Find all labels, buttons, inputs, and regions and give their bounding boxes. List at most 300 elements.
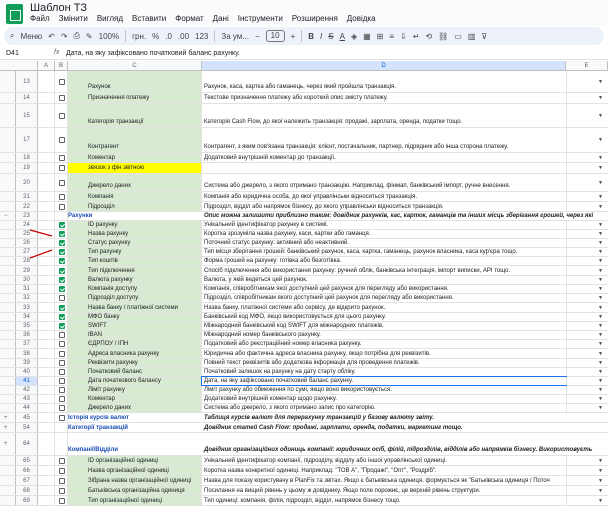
cell-d[interactable]: Система або джерело, з якого отримано запис про категорію. [204,405,376,411]
dropdown-arrow-icon[interactable]: ▼ [598,240,603,246]
checkbox[interactable] [59,277,65,283]
cell-a[interactable] [38,368,55,376]
font-size-increase-button[interactable]: + [290,31,296,41]
cell-d[interactable]: Назва для показу користувачу в PlanFix та звітах. Якщо є батьківська одиниця, формується як "Батьківська одиниця / Поточ [204,477,550,484]
cell-d[interactable]: Підрозділ, співробітникам якого доступний цей рахунок для перегляду або використання. [204,295,454,301]
row-number[interactable]: 18 [16,153,38,162]
percent-button[interactable]: % [152,31,160,41]
row-number[interactable]: 25 [16,230,38,238]
cell-c[interactable]: Джерело даних [68,404,202,412]
cell-a[interactable] [38,153,55,162]
cell-c[interactable]: Назва рахунку [68,230,202,238]
row-number[interactable]: 41 [16,377,38,385]
cell-c[interactable]: Категорія транзакції [68,104,202,127]
checkbox[interactable] [59,222,65,228]
cell-b[interactable] [55,212,68,220]
cell-d[interactable]: Опис можна залишити приблизно таким: довідник рахунків, кас, карток, гаманців та інших місць зберігання грошей, через які [204,213,594,219]
wrap-icon[interactable]: ↵ [412,31,420,41]
dropdown-arrow-icon[interactable]: ▼ [598,295,603,301]
group-gutter[interactable] [0,239,16,247]
group-gutter[interactable] [0,313,16,321]
row-number[interactable]: 44 [16,404,38,412]
dropdown-arrow-icon[interactable]: ▼ [598,179,603,186]
menu-help[interactable]: Довідка [346,14,376,23]
checkbox[interactable] [59,351,65,357]
cell-a[interactable] [38,192,55,201]
cell-b[interactable] [55,257,68,265]
group-gutter[interactable] [0,349,16,358]
undo-icon[interactable]: ↶ [48,31,55,41]
group-gutter[interactable] [0,230,16,238]
row-number[interactable]: 19 [16,163,38,173]
group-gutter[interactable] [0,174,16,191]
dropdown-arrow-icon[interactable]: ▼ [598,457,603,464]
cell-a[interactable] [38,313,55,321]
dropdown-arrow-icon[interactable]: ▼ [598,323,603,329]
cell-d[interactable]: Назва банку, платіжної системи або сервісу, де відкрито рахунок. [204,304,386,311]
cell-b[interactable] [55,322,68,330]
group-gutter[interactable] [0,476,16,485]
group-gutter[interactable] [0,395,16,403]
checkbox[interactable] [59,405,65,411]
cell-d[interactable]: Додатковий внутрішній коментар до транзакції. [204,154,336,161]
cell-d[interactable]: Ліміт рахунку або обмеження по сумі, якщо воно використовується. [204,387,392,393]
collapse-group-icon[interactable]: − [4,213,8,219]
row-number[interactable]: 21 [16,192,38,201]
menu-insert[interactable]: Вставити [132,14,167,23]
cell-b[interactable] [55,294,68,302]
checkbox[interactable] [59,180,65,186]
dropdown-arrow-icon[interactable]: ▼ [598,350,603,357]
cell-e-dropdown[interactable] [566,276,608,284]
cell-b[interactable] [55,230,68,238]
cell-e-dropdown[interactable] [566,153,608,162]
checkbox[interactable] [59,258,65,264]
valign-icon[interactable]: ⇩ [400,31,407,41]
checkbox[interactable] [59,305,65,311]
row-number[interactable]: 32 [16,294,38,302]
cell-d[interactable]: Форма грошей на рахунку: готівка або безготівка. [204,258,342,264]
cell-a[interactable] [38,377,55,385]
cell-b[interactable] [55,174,68,191]
cell-d[interactable]: Повний текст реквізитів або додаткова інформація для проведення платежів. [204,360,420,366]
cell-e-dropdown[interactable] [566,303,608,312]
print-icon[interactable]: ⎙ [73,31,80,40]
cell-c[interactable]: Підрозділ [68,202,202,211]
group-gutter[interactable] [0,433,16,455]
cell-c[interactable]: Компанія доступу [68,285,202,293]
rotate-icon[interactable]: ⟲ [425,31,433,41]
row-number[interactable]: 15 [16,104,38,127]
group-gutter[interactable] [0,276,16,284]
checkbox[interactable] [59,113,65,119]
row-number[interactable]: 27 [16,248,38,256]
cell-a[interactable] [38,433,55,455]
cell-d[interactable]: Початковий залишок на рахунку на дату старту обліку. [204,369,356,375]
font-size-input[interactable]: 10 [266,30,285,42]
cell-e-dropdown[interactable] [566,248,608,256]
font-size-decrease-button[interactable]: − [254,31,260,41]
menu-file[interactable]: Файл [30,14,50,23]
group-gutter[interactable] [0,331,16,339]
checkbox[interactable] [59,387,65,393]
cell-c[interactable]: Джерело даних [68,174,202,191]
cell-e-dropdown[interactable] [566,386,608,394]
cell-d[interactable]: Коротка зрозуміла назва рахунку, каси, картки або гаманця. [204,231,371,237]
row-number[interactable]: 64 [16,433,38,455]
cell-e-dropdown[interactable] [566,192,608,201]
cell-c[interactable]: Компанія [68,192,202,201]
cell-a[interactable] [38,359,55,367]
dropdown-arrow-icon[interactable]: ▼ [598,341,603,347]
cell-a[interactable] [38,486,55,495]
row-number[interactable]: 20 [16,174,38,191]
cell-c[interactable]: ЄДРПОУ / ІПН [68,340,202,348]
fill-color-icon[interactable]: ◈ [350,31,358,41]
cell-b[interactable] [55,349,68,358]
menu-format[interactable]: Формат [175,14,204,23]
checkbox[interactable] [59,360,65,366]
cell-a[interactable] [38,294,55,302]
cell-a[interactable] [38,276,55,284]
checkbox[interactable] [59,378,65,384]
currency-button[interactable]: грн. [132,31,147,41]
cell-c[interactable]: Адреса власника рахунку [68,349,202,358]
cell-d[interactable]: Унікальний ідентифікатор рахунку в системі. [204,222,329,228]
merge-cells-icon[interactable]: ⊞ [376,31,384,41]
cell-c[interactable]: ID організаційної одиниці [68,456,202,465]
dropdown-arrow-icon[interactable]: ▼ [598,165,603,171]
group-gutter[interactable] [0,413,16,422]
cell-e-dropdown[interactable] [566,486,608,495]
menu-edit[interactable]: Змінити [58,14,88,23]
cell-a[interactable] [38,331,55,339]
checkbox[interactable] [59,468,65,474]
zoom-select[interactable]: 100% [98,31,120,41]
cell-c[interactable]: Зібрана назва організаційної одиниці [68,476,202,485]
checkbox[interactable] [59,165,65,171]
cell-b[interactable] [55,248,68,256]
cell-d[interactable]: Довідник статей Cash Flow: продажі, зарплати, оренда, податки, маркетинг тощо. [204,424,463,431]
row-number[interactable]: 13 [16,71,38,92]
paint-format-icon[interactable]: ✎ [85,31,93,41]
borders-icon[interactable]: ▦ [363,31,371,41]
expand-group-icon[interactable]: + [4,441,8,447]
dropdown-arrow-icon[interactable]: ▼ [598,497,603,504]
cell-b[interactable] [55,71,68,92]
cell-d[interactable] [202,163,566,173]
dropdown-arrow-icon[interactable]: ▼ [598,405,603,411]
cell-c[interactable]: Тип підключення [68,266,202,275]
dropdown-arrow-icon[interactable]: ▼ [598,396,603,402]
cell-a[interactable] [38,212,55,220]
checkbox[interactable] [59,231,65,237]
cell-c[interactable]: Підрозділ доступу [68,294,202,302]
cell-a[interactable] [38,423,55,432]
menu-tools[interactable]: Інструменти [237,14,283,23]
cell-c[interactable]: Тип рахунку [68,248,202,256]
increase-decimal-button[interactable]: .00 [177,31,190,41]
group-gutter[interactable] [0,248,16,256]
checkbox[interactable] [59,194,65,200]
checkbox[interactable] [59,341,65,347]
dropdown-arrow-icon[interactable]: ▼ [598,203,603,210]
cell-a[interactable] [38,466,55,475]
cell-d[interactable]: Дата, на яку зафіксовано початковий баланс рахунку. [202,377,566,385]
cell-b[interactable] [55,377,68,385]
cell-c[interactable]: Назва банку / платіжної системи [68,303,202,312]
column-header-e[interactable]: E [566,61,608,71]
cell-b[interactable] [55,266,68,275]
cell-a[interactable] [38,496,55,505]
row-number[interactable]: 31 [16,285,38,293]
cell-d[interactable]: Юридична або фактична адреса власника рахунку, якщо потрібна для реквізитів. [204,350,431,357]
dropdown-arrow-icon[interactable]: ▼ [598,154,603,161]
group-gutter[interactable] [0,466,16,475]
dropdown-arrow-icon[interactable]: ▼ [598,258,603,264]
row-number[interactable]: 54 [16,423,38,432]
checkbox[interactable] [59,396,65,402]
group-gutter[interactable] [0,359,16,367]
checkbox[interactable] [59,95,65,101]
checkbox[interactable] [59,369,65,375]
cell-a[interactable] [38,404,55,412]
dropdown-arrow-icon[interactable]: ▼ [598,369,603,375]
group-gutter[interactable] [0,71,16,92]
cell-c[interactable]: Компанії/Відділи [68,447,119,453]
cell-a[interactable] [38,285,55,293]
menu-search-label[interactable]: Меню [20,31,43,41]
cell-a[interactable] [38,386,55,394]
cell-d[interactable]: Компанія або юридична особа, до якої управлінськи відноситься транзакція. [204,193,418,200]
checkbox[interactable] [59,137,65,143]
font-select[interactable]: За ум... [221,31,249,41]
menu-data[interactable]: Дані [212,14,229,23]
dropdown-arrow-icon[interactable]: ▼ [598,360,603,366]
cell-a[interactable] [38,174,55,191]
dropdown-arrow-icon[interactable]: ▼ [598,387,603,393]
dropdown-arrow-icon[interactable]: ▼ [598,286,603,292]
menu-extensions[interactable]: Розширення [291,14,338,23]
cell-e-dropdown[interactable] [566,456,608,465]
checkbox[interactable] [59,204,65,210]
redo-icon[interactable]: ↷ [60,31,68,41]
cell-c[interactable]: Батьківська організаційна одиниця [68,486,202,495]
dropdown-arrow-icon[interactable]: ▼ [598,304,603,311]
cell-c[interactable]: Назва організаційної одиниці [68,466,202,475]
checkbox[interactable] [59,155,65,161]
formula-input[interactable]: Дата, на яку зафіксовано початковий баланс рахунку. [66,50,240,57]
row-number[interactable]: 65 [16,456,38,465]
cell-d[interactable]: Міжнародний номер банківського рахунку. [204,332,321,338]
cell-b[interactable] [55,285,68,293]
cell-d[interactable]: Коротка назва конкретної одиниці. Наприклад: "ТОВ А", "Продажі", "Опт", "Роздріб". [204,467,437,474]
cell-b[interactable] [55,331,68,339]
cell-d[interactable]: Контрагент, з яким пов'язана транзакція: клієнт, постачальник, партнер, підрядник або інша сторона платежу. [204,144,509,150]
cell-c[interactable]: МФО банку [68,313,202,321]
cell-b[interactable] [55,163,68,173]
group-gutter[interactable] [0,128,16,152]
cell-b[interactable] [55,276,68,284]
cell-b[interactable] [55,104,68,127]
cell-e-dropdown[interactable] [566,239,608,247]
row-number[interactable]: 24 [16,221,38,229]
cell-e-dropdown[interactable] [566,395,608,403]
cell-e-dropdown[interactable] [566,349,608,358]
cell-c[interactable]: Контрагент [68,128,202,152]
cell-b[interactable] [55,496,68,505]
dropdown-arrow-icon[interactable]: ▼ [598,222,603,228]
cell-d[interactable]: Податковий або реєстраційний номер власника рахунку. [204,341,362,347]
cell-e-dropdown[interactable] [566,202,608,211]
group-gutter[interactable] [0,322,16,330]
cell-e-dropdown[interactable] [566,322,608,330]
number-format-button[interactable]: 123 [195,31,209,41]
cell-e-dropdown[interactable] [566,230,608,238]
cell-b[interactable] [55,239,68,247]
dropdown-arrow-icon[interactable]: ▼ [598,277,603,283]
cell-a[interactable] [38,322,55,330]
cell-c[interactable]: Початковий баланс [68,368,202,376]
checkbox[interactable] [59,268,65,274]
expand-group-icon[interactable]: + [4,424,8,431]
row-number[interactable]: 67 [16,476,38,485]
cell-e-dropdown[interactable] [566,174,608,191]
dropdown-arrow-icon[interactable]: ▼ [598,314,603,320]
cell-c[interactable]: ID рахунку [68,221,202,229]
group-gutter[interactable] [0,202,16,211]
search-icon[interactable]: ⌕ [10,31,15,40]
group-gutter[interactable] [0,456,16,465]
column-header-b[interactable]: B [55,61,68,71]
corner-select-all[interactable] [0,61,38,71]
row-number[interactable]: 45 [16,413,38,422]
group-gutter[interactable] [0,496,16,505]
group-gutter[interactable] [0,486,16,495]
cell-a[interactable] [38,476,55,485]
cell-a[interactable] [38,202,55,211]
row-number[interactable]: 28 [16,257,38,265]
cell-b[interactable] [55,153,68,162]
dropdown-arrow-icon[interactable]: ▼ [598,267,603,274]
group-gutter[interactable] [0,340,16,348]
cell-b[interactable] [55,93,68,103]
cell-b[interactable] [55,433,68,455]
cell-d[interactable]: Унікальний ідентифікатор компанії, підрозділу, відділу або іншої управлінської одиниці. [204,457,447,464]
cell-c[interactable]: Тип організаційної одиниці [68,496,202,505]
cell-c[interactable]: Історія курсів валют [68,414,129,421]
cell-b[interactable] [55,404,68,412]
cell-e-dropdown[interactable] [566,359,608,367]
dropdown-arrow-icon[interactable]: ▼ [598,487,603,494]
row-number[interactable]: 22 [16,202,38,211]
dropdown-arrow-icon[interactable]: ▼ [598,95,603,101]
document-title[interactable]: Шаблон ТЗ [30,2,88,14]
column-header-a[interactable]: A [38,61,55,71]
italic-button[interactable]: I [320,31,323,41]
cell-e-dropdown[interactable] [566,104,608,127]
cell-e-dropdown[interactable] [566,340,608,348]
cell-e-dropdown[interactable] [566,294,608,302]
cell-e-dropdown[interactable] [566,466,608,475]
cell-d[interactable]: Підрозділ, відділ або напрямок бізнесу, до якого управлінськи відноситься транзакція. [204,203,444,210]
group-gutter[interactable] [0,163,16,173]
text-color-button[interactable]: A [339,31,345,41]
group-gutter[interactable] [0,257,16,265]
cell-d[interactable]: Поточний статус рахунку: активний або неактивний. [204,240,349,246]
cell-d[interactable]: Тип місця зберігання грошей: банківський рахунок, каса, картка, гаманець, рахунок власника, каса кур'єра тощо. [204,249,518,255]
cell-b[interactable] [55,368,68,376]
cell-e-dropdown[interactable] [566,331,608,339]
group-gutter[interactable] [0,285,16,293]
cell-b[interactable] [55,476,68,485]
dropdown-arrow-icon[interactable]: ▼ [598,137,603,143]
cell-a[interactable] [38,163,55,173]
cell-e-dropdown[interactable] [566,128,608,152]
cell-c[interactable]: IBAN [68,331,202,339]
group-gutter[interactable] [0,104,16,127]
link-icon[interactable]: ⛓ [438,31,449,41]
group-gutter[interactable] [0,221,16,229]
column-header-c[interactable]: C [68,61,202,71]
cell-d[interactable]: Спосіб підключення або використання рахунку: ручний облік, банківська інтеграція, імпорт виписки, API тощо. [204,267,511,274]
column-header-d[interactable]: D [202,61,566,71]
cell-b[interactable] [55,313,68,321]
group-gutter[interactable] [0,377,16,385]
cell-a[interactable] [38,266,55,275]
checkbox[interactable] [59,498,65,504]
cell-d[interactable]: Банківський код МФО, якщо використовується для цього рахунку. [204,314,386,320]
dropdown-arrow-icon[interactable]: ▼ [598,332,603,338]
row-number[interactable]: 39 [16,359,38,367]
cell-c[interactable]: Коментар [68,395,202,403]
cell-a[interactable] [38,349,55,358]
cell-d[interactable]: Тип одиниці: компанія, філія, підрозділ, відділ, напрямок бізнесу тощо. [204,497,401,504]
dropdown-arrow-icon[interactable]: ▼ [598,78,603,85]
cell-c[interactable]: Дата початкового балансу [68,377,202,385]
cell-d[interactable]: Міжнародний банківський код SWIFT для міжнародних платежів. [204,323,384,329]
cell-e-dropdown[interactable] [566,404,608,412]
cell-c[interactable]: SWIFT [68,322,202,330]
cell-b[interactable] [55,456,68,465]
cell-c[interactable]: Тип коштів [68,257,202,265]
dropdown-arrow-icon[interactable]: ▼ [598,249,603,255]
checkbox[interactable] [59,295,65,301]
cell-b[interactable] [55,413,68,422]
row-number[interactable]: 29 [16,266,38,275]
cell-d[interactable]: Система або джерело, з якого отримано транзакцію. Наприклад, фінмап, банківський імпорт, ручне внесення. [204,183,511,189]
cell-a[interactable] [38,71,55,92]
cell-e-dropdown[interactable] [566,313,608,321]
cell-b[interactable] [55,466,68,475]
group-gutter[interactable] [0,266,16,275]
row-number[interactable]: 23 [16,212,38,220]
cell-b[interactable] [55,359,68,367]
cell-d[interactable]: Додатковий внутрішній коментар щодо рахунку. [204,396,337,402]
checkbox[interactable] [59,79,65,85]
chart-icon[interactable]: ▥ [467,31,476,41]
group-gutter[interactable] [0,423,16,432]
cell-a[interactable] [38,413,55,422]
expand-group-icon[interactable]: + [4,414,8,421]
filter-icon[interactable]: ⊽ [481,31,488,41]
dropdown-arrow-icon[interactable]: ▼ [598,477,603,484]
row-number[interactable]: 26 [16,239,38,247]
row-number[interactable]: 34 [16,313,38,321]
checkbox[interactable] [59,332,65,338]
cell-d[interactable]: Рахунок, каса, картка або гаманець, через який пройшла транзакція. [204,84,396,90]
cell-e-dropdown[interactable] [566,93,608,103]
